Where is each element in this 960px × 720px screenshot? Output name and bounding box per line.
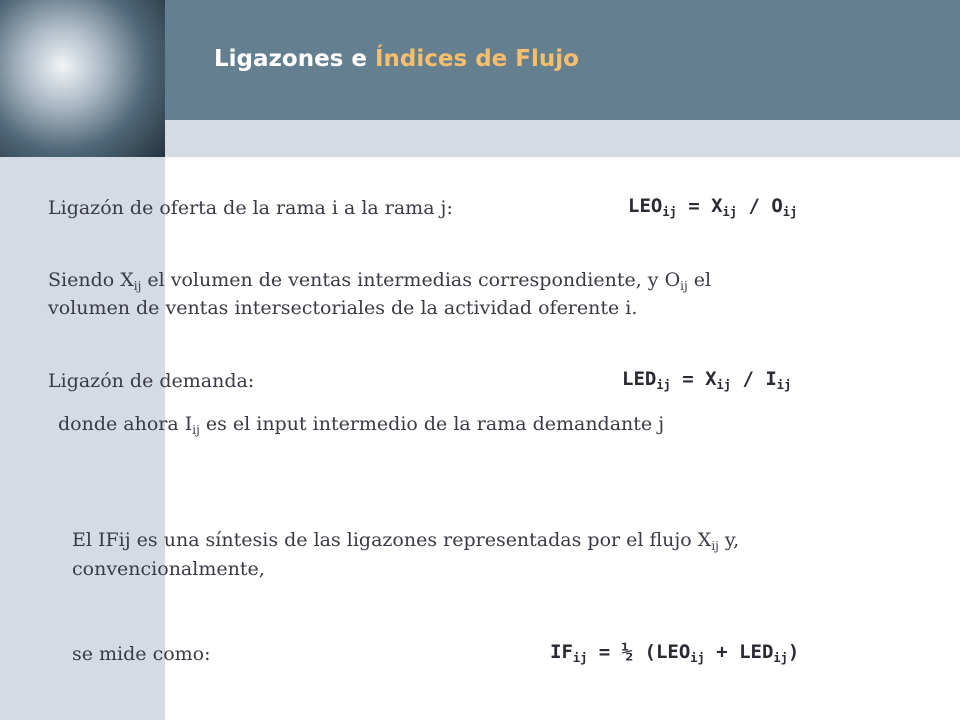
subscript: ij [572,651,588,665]
text: es el input intermedio de la rama demandante j [199,413,665,435]
measure-label: se mide como: [72,643,211,665]
subscript: ij [716,378,731,392]
slide-title [214,46,579,72]
subscript: ij [690,651,705,665]
text: Siendo X [48,269,134,291]
formula-text: ) [787,641,800,663]
supply-linkage-formula [628,195,797,217]
subscript: ij [722,205,737,219]
corner-gradient-decoration [0,0,165,157]
formula-text: = X [676,195,723,217]
subscript: ij [656,378,671,392]
text: El IFij es una síntesis de las ligazones representadas por el flujo X [72,529,712,551]
subscript: ij [133,279,142,293]
title-accent: Índices de Flujo [375,46,579,72]
supply-linkage-label: Ligazón de oferta de la rama i a la rama j: [48,197,453,219]
demand-description [58,411,664,437]
formula-text: IF [550,641,573,663]
subscript: ij [776,378,792,392]
text: donde ahora I [58,413,193,435]
subscript: ij [773,651,788,665]
subscript: ij [711,539,719,553]
title-main: Ligazones e [214,46,375,72]
supply-description-line2: volumen de ventas intersectoriales de la actividad oferente i. [48,297,638,319]
supply-description-line1 [48,267,711,293]
formula-text: LEO [628,195,663,217]
demand-linkage-label: Ligazón de demanda: [48,370,255,392]
flow-index-formula [550,641,799,663]
subscript: ij [662,205,677,219]
subscript: ij [192,423,200,437]
header-strip [165,120,960,157]
text: y, [718,529,740,551]
demand-linkage-formula [622,368,791,390]
formula-text: = X [670,368,717,390]
text: el [687,269,712,291]
formula-text: / I [731,368,777,390]
ifij-description-line1 [72,527,739,553]
text: el volumen de ventas intermedias correspondiente, y O [141,269,681,291]
formula-text: = ½ (LEO [587,641,691,663]
subscript: ij [680,279,688,293]
subscript: ij [782,205,798,219]
formula-text: + LED [704,641,774,663]
formula-text: LED [622,368,657,390]
ifij-description-line2: convencionalmente, [72,558,265,580]
formula-text: / O [737,195,783,217]
